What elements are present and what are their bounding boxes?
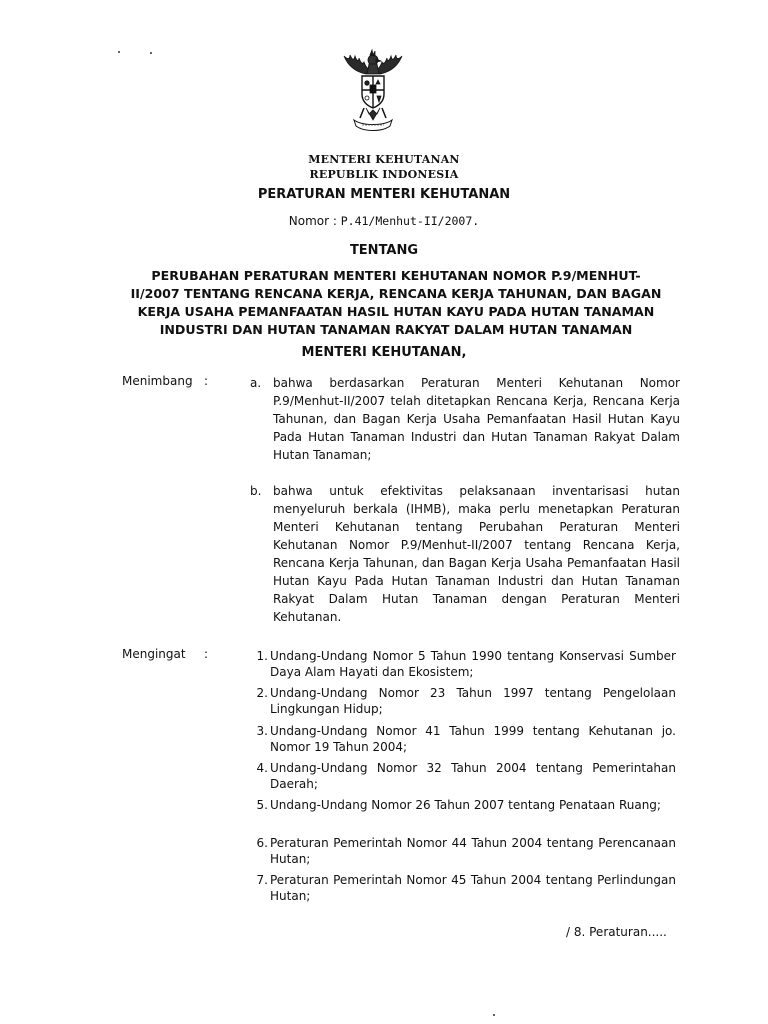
item-marker: 7.: [256, 873, 268, 887]
nomor-label: Nomor :: [288, 214, 337, 228]
subject-line: INDUSTRI DAN HUTAN TANAMAN RAKYAT DALAM HUTAN TANAMAN: [159, 322, 633, 337]
item-text: Undang-Undang Nomor 32 Tahun 2004 tentang Pemerintahan Daerah;: [270, 761, 676, 791]
mengingat-colon: :: [204, 647, 209, 661]
item-marker: 4.: [256, 761, 268, 775]
item-text: bahwa berdasarkan Peraturan Menteri Kehutanan Nomor P.9/Menhut-II/2007 telah ditetapkan Rencana Kerja, Rencana Kerja Tahunan, dan Bagan Kerja Usaha Pemanfaatan Hasil Hutan Kayu Pada Hutan Tanaman Industri dan Hutan Tanaman Rakyat Dalam Hutan Tanaman;: [273, 376, 680, 462]
scan-speck: [118, 51, 120, 53]
item-marker: 2.: [256, 686, 268, 700]
regulation-subject: [112, 267, 680, 339]
item-marker: 5.: [256, 798, 268, 812]
ministry-name: MENTERI KEHUTANAN: [308, 153, 460, 166]
item-marker: 3.: [256, 724, 268, 738]
scan-speck: [493, 1014, 495, 1016]
scan-speck: [150, 52, 152, 54]
garuda-emblem-icon: [342, 48, 404, 134]
menimbang-label: [122, 374, 209, 388]
item-text: Undang-Undang Nomor 26 Tahun 2007 tentang Penataan Ruang;: [270, 798, 661, 812]
item-text: Undang-Undang Nomor 5 Tahun 1990 tentang Konservasi Sumber Daya Alam Hayati dan Ekosistem;: [270, 649, 676, 679]
item-text: Peraturan Pemerintah Nomor 44 Tahun 2004 tentang Perencanaan Hutan;: [270, 836, 676, 866]
item-text: Peraturan Pemerintah Nomor 45 Tahun 2004 tentang Perlindungan Hutan;: [270, 873, 676, 903]
item-marker: 6.: [256, 836, 268, 850]
nomor-value: P.41/Menhut-II/2007.: [340, 214, 480, 228]
mengingat-label: [122, 647, 209, 661]
mengingat-label-text: Mengingat: [122, 647, 186, 661]
item-text: bahwa untuk efektivitas pelaksanaan inventarisasi hutan menyeluruh berkala (IHMB), maka perlu menetapkan Peraturan Menteri Kehutanan tentang Perubahan Peraturan Menteri Kehutanan Nomor P.9/Menhut-II/2007 tentang Rencana Kerja, Rencana Kerja Tahunan, dan Bagan Kerja Usaha Pemanfaatan Hasil Hutan Kayu Pada Hutan Tanaman Industri dan Hutan Tanaman Rakyat Dalam Hutan Tanaman dengan Peraturan Menteri Kehutanan.: [273, 484, 680, 624]
regulation-number: [0, 214, 768, 228]
menimbang-colon: :: [204, 374, 209, 388]
issuer-heading: MENTERI KEHUTANAN,: [301, 345, 467, 360]
subject-line: PERUBAHAN PERATURAN MENTERI KEHUTANAN NOMOR P.9/MENHUT-: [151, 268, 641, 283]
item-marker: a.: [250, 376, 262, 390]
item-text: Undang-Undang Nomor 23 Tahun 1997 tentang Pengelolaan Lingkungan Hidup;: [270, 686, 676, 716]
subject-line: II/2007 TENTANG RENCANA KERJA, RENCANA KERJA TAHUNAN, DAN BAGAN: [130, 286, 662, 301]
tentang-heading: TENTANG: [349, 243, 419, 258]
subject-line: KERJA USAHA PEMANFAATAN HASIL HUTAN KAYU PADA HUTAN TANAMAN: [137, 304, 655, 319]
item-marker: b.: [250, 484, 262, 498]
regulation-title: PERATURAN MENTERI KEHUTANAN: [257, 187, 511, 202]
continuation-note: / 8. Peraturan.....: [566, 925, 667, 939]
menimbang-label-text: Menimbang: [122, 374, 193, 388]
country-name: REPUBLIK INDONESIA: [309, 168, 459, 181]
item-marker: 1.: [256, 649, 268, 663]
item-text: Undang-Undang Nomor 41 Tahun 1999 tentang Kehutanan jo. Nomor 19 Tahun 2004;: [270, 724, 676, 754]
